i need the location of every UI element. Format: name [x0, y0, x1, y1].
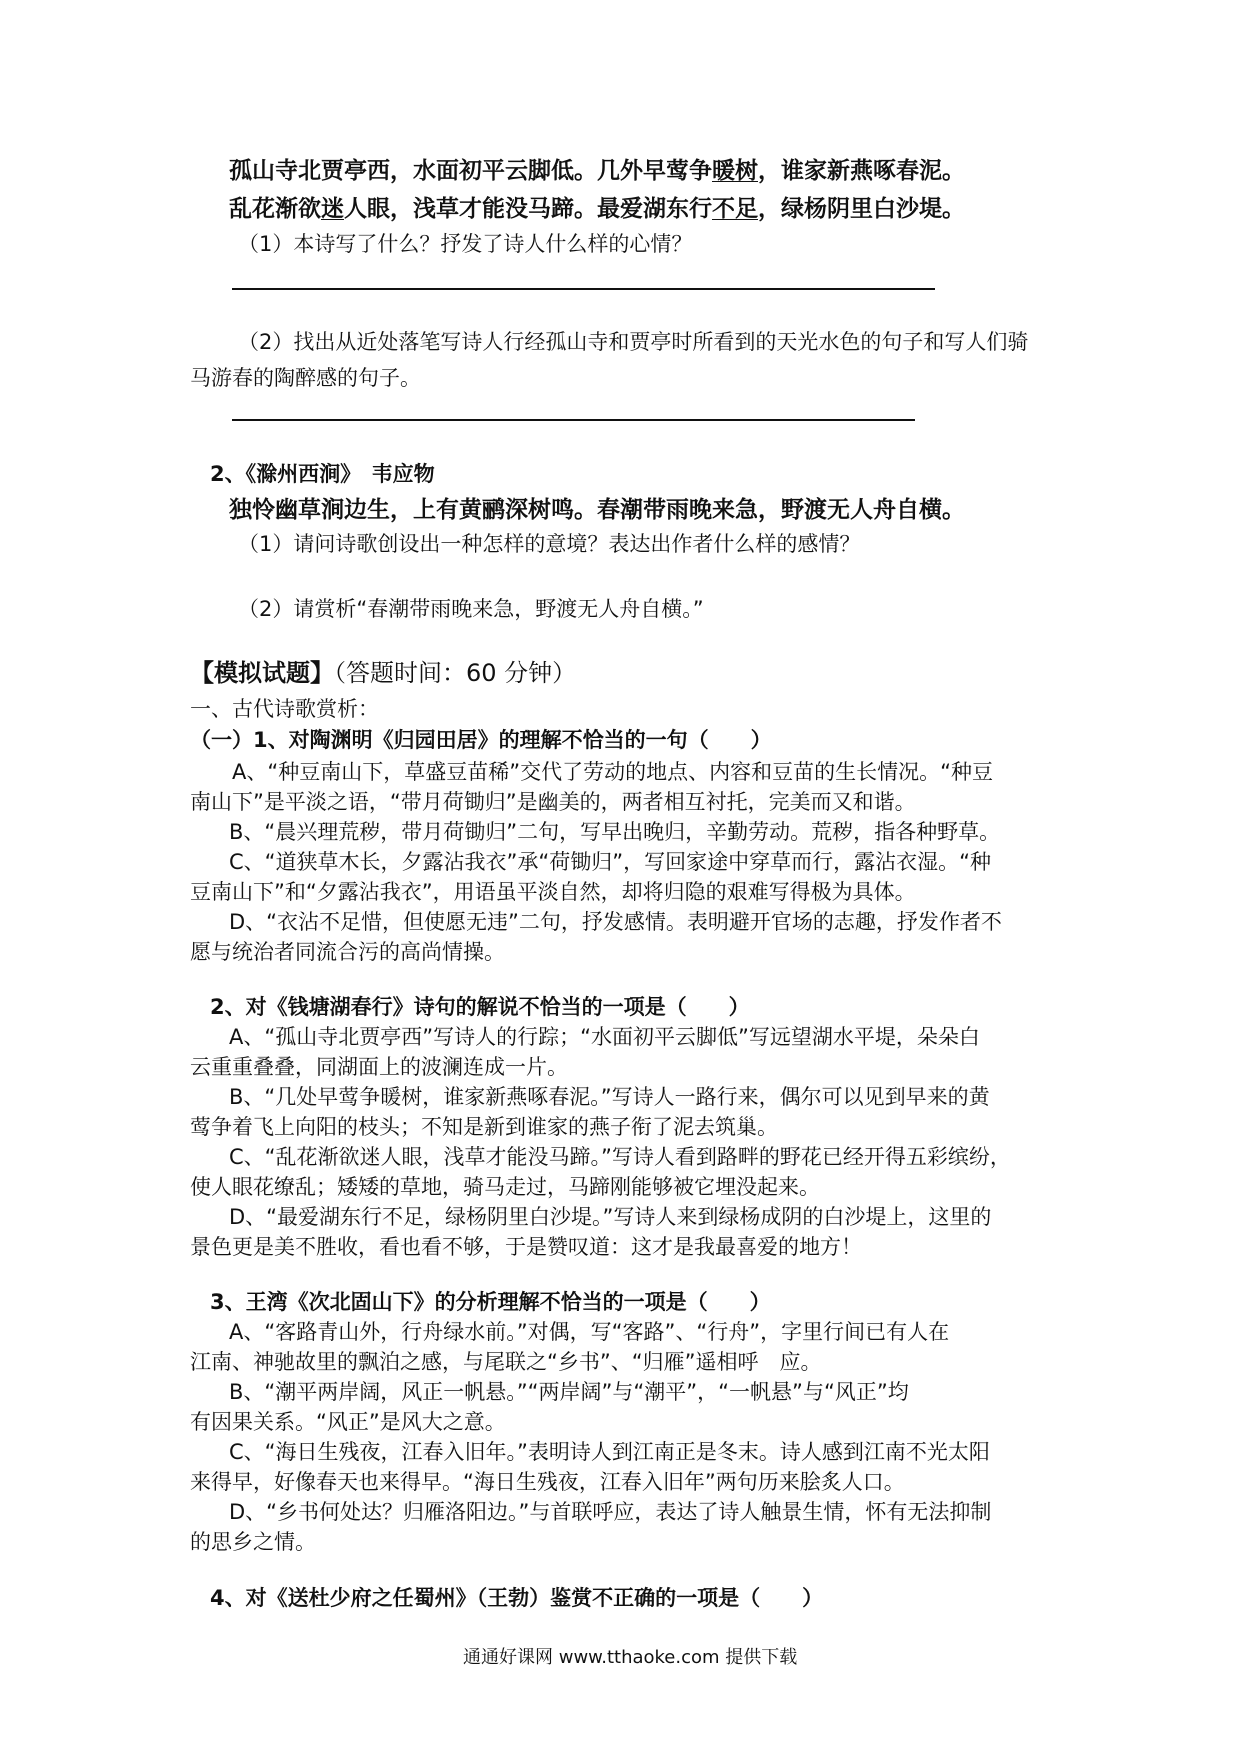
poem2-heading: 2、《滁州西涧》 韦应物 [210, 462, 435, 486]
poem1-question-2-line1: （2）找出从近处落笔写诗人行经孤山寺和贾亭时所看到的天光水色的句子和写人们骑 [238, 330, 1029, 354]
poem2-question-1: （1）请问诗歌创设出一种怎样的意境？表达出作者什么样的感情？ [238, 532, 861, 556]
poem1-line1-underlined: 暖树 [712, 158, 758, 184]
poem1-line2-part-c: ，绿杨阴里白沙堤。 [758, 196, 965, 222]
q3-option-b-line2: 有因果关系。“风正”是风大之意。 [190, 1410, 506, 1434]
exam-title: 【模拟试题】 [190, 659, 334, 687]
exam-title-line [190, 659, 576, 688]
poem1-question-2-line2: 马游春的陶醉感的句子。 [190, 366, 421, 390]
q1-option-c-line2: 豆南山下”和“夕露沾我衣”，用语虽平淡自然，却将归隐的艰难写得极为具体。 [190, 880, 916, 904]
exam-time: （答题时间：60 分钟） [334, 659, 577, 687]
q2-option-c-line2: 使人眼花缭乱；矮矮的草地，骑马走过，马蹄刚能够被它埋没起来。 [190, 1175, 820, 1199]
q3-option-a-line2: 江南、神驰故里的飘泊之感，与尾联之“乡书”、“归雁”遥相呼 应。 [190, 1350, 822, 1374]
q3-option-d-line1: D、“乡书何处达？归雁洛阳边。”与首联呼应，表达了诗人触景生情，怀有无法抑制 [229, 1500, 992, 1524]
poem1-question-1: （1）本诗写了什么？抒发了诗人什么样的心情？ [238, 232, 693, 256]
q1-option-c-line1: C、“道狭草木长，夕露沾我衣”承“荷锄归”，写回家途中穿草而行，露沾衣湿。“种 [229, 850, 992, 874]
q2-option-b-line1: B、“几处早莺争暖树，谁家新燕啄春泥。”写诗人一路行来，偶尔可以见到早来的黄 [229, 1085, 990, 1109]
q1-option-d-line2: 愿与统治者同流合污的高尚情操。 [190, 940, 505, 964]
poem2-text: 独怜幽草涧边生，上有黄鹂深树鸣。春潮带雨晚来急，野渡无人舟自横。 [229, 497, 965, 523]
q1-option-a-line2: 南山下”是平淡之语，“带月荷锄归”是幽美的，两者相互衬托，完美而又和谐。 [190, 790, 916, 814]
answer-line-2 [232, 419, 915, 421]
q3-stem: 3、王湾《次北固山下》的分析理解不恰当的一项是（ ） [210, 1290, 771, 1314]
exam-part-heading: 一、古代诗歌赏析： [190, 697, 379, 721]
q3-option-b-line1: B、“潮平两岸阔，风正一帆悬。”“两岸阔”与“潮平”，“一帆悬”与“风正”均 [229, 1380, 909, 1404]
q2-option-b-line2: 莺争着飞上向阳的枝头；不知是新到谁家的燕子衔了泥去筑巢。 [190, 1115, 778, 1139]
page-footer: 通通好课网 www.tthaoke.com 提供下载 [463, 1647, 798, 1668]
q1-option-b: B、“晨兴理荒秽，带月荷锄归”二句，写早出晚归，辛勤劳动。荒秽，指各种野草。 [229, 820, 1001, 844]
q2-option-d-line2: 景色更是美不胜收，看也看不够，于是赞叹道：这才是我最喜爱的地方！ [190, 1235, 862, 1259]
q2-option-a-line1: A、“孤山寺北贾亭西”写诗人的行踪；“水面初平云脚低”写远望湖水平堤，朵朵白 [229, 1025, 980, 1049]
poem1-line2-underlined-1: 迷 [321, 196, 344, 222]
q2-option-c-line1: C、“乱花渐欲迷人眼，浅草才能没马蹄。”写诗人看到路畔的野花已经开得五彩缤纷， [229, 1145, 1011, 1169]
q1-option-d-line1: D、“衣沾不足惜，但使愿无违”二句，抒发感情。表明避开官场的志趣，抒发作者不 [229, 910, 1002, 934]
q2-option-a-line2: 云重重叠叠，同湖面上的波澜连成一片。 [190, 1055, 568, 1079]
q1-option-a-line1: A、“种豆南山下，草盛豆苗稀”交代了劳动的地点、内容和豆苗的生长情况。“种豆 [232, 760, 994, 784]
poem1-line2-underlined-2: 不足 [712, 196, 758, 222]
poem1-line2-part-b: 人眼，浅草才能没马蹄。最爱湖东行 [344, 196, 712, 222]
poem1-line1 [229, 158, 965, 186]
q2-option-d-line1: D、“最爱湖东行不足，绿杨阴里白沙堤。”写诗人来到绿杨成阴的白沙堤上，这里的 [229, 1205, 992, 1229]
poem1-line1-part-b: ，谁家新燕啄春泥。 [758, 158, 965, 184]
answer-line-1 [232, 288, 935, 290]
poem1-line2-part-a: 乱花渐欲 [229, 196, 321, 222]
q3-option-c-line1: C、“海日生残夜，江春入旧年。”表明诗人到江南正是冬末。诗人感到江南不光太阳 [229, 1440, 990, 1464]
poem2-question-2: （2）请赏析“春潮带雨晚来急，野渡无人舟自横。” [238, 597, 704, 621]
q1-stem: （一）1、对陶渊明《归园田居》的理解不恰当的一句（ ） [190, 728, 772, 752]
q2-stem: 2、对《钱塘湖春行》诗句的解说不恰当的一项是（ ） [210, 995, 750, 1019]
q3-option-c-line2: 来得早，好像春天也来得早。“海日生残夜，江春入旧年”两句历来脍炙人口。 [190, 1470, 905, 1494]
q4-stem: 4、对《送杜少府之任蜀州》（王勃）鉴赏不正确的一项是（ ） [210, 1586, 824, 1610]
poem1-line1-part-a: 孤山寺北贾亭西，水面初平云脚低。几外早莺争 [229, 158, 712, 184]
q3-option-d-line2: 的思乡之情。 [190, 1530, 316, 1554]
poem1-line2 [229, 196, 965, 224]
q3-option-a-line1: A、“客路青山外，行舟绿水前。”对偶，写“客路”、“行舟”，字里行间已有人在 [229, 1320, 950, 1344]
